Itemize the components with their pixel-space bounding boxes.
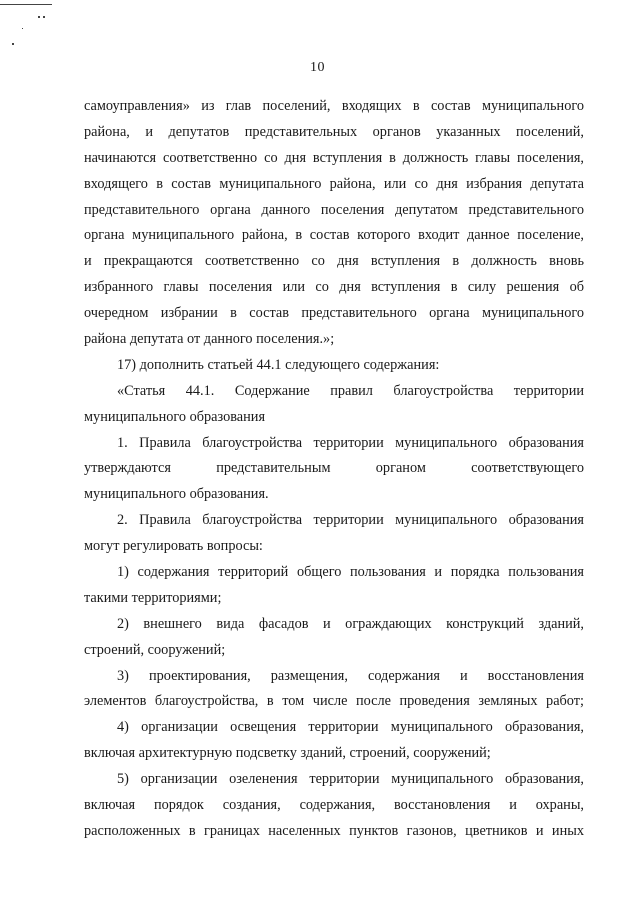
text-line: муниципального образования. [84, 486, 269, 503]
text-line: самоуправления» из глав поселений, входящих в состав муниципального [84, 98, 584, 114]
page-number: 10 [310, 60, 325, 75]
text-line: входящего в состав муниципального района, или со дня избрания депутата [84, 175, 584, 192]
text-line: «Статья 44.1. Содержание правил благоустройства территории [117, 382, 584, 399]
text-line: 17) дополнить статьей 44.1 следующего содержания: [117, 356, 440, 373]
scan-mark-dot [43, 16, 45, 18]
text-line: 2) внешнего вида фасадов и ограждающих конструкций зданий, [117, 615, 584, 632]
text-line: 2. Правила благоустройства территории муниципального образования [117, 512, 584, 529]
text-line: 1. Правила благоустройства территории муниципального образования [117, 434, 584, 451]
text-line: 1) содержания территорий общего пользования и порядка пользования [117, 564, 584, 581]
text-line: включая порядок создания, содержания, восстановления и охраны, [84, 797, 584, 814]
text-line: расположенных в границах населенных пунктов газонов, цветников и иных [84, 822, 584, 839]
text-line: избранного главы поселения или со дня вступления в силу решения об [84, 279, 584, 296]
text-line: 3) проектирования, размещения, содержания и восстановления [117, 667, 584, 684]
text-line: начинаются соответственно со дня вступления в должность главы поселения, [84, 149, 584, 166]
scan-mark-dot [12, 43, 14, 45]
text-line: очередном избрании в состав представительного органа муниципального [84, 305, 584, 322]
text-line: элементов благоустройства, в том числе после проведения земляных работ; [84, 693, 584, 710]
text-line: строений, сооружений; [84, 641, 226, 658]
text-line: утверждаются представительным органом соответствующего [84, 460, 584, 477]
scan-mark-dot [22, 28, 23, 29]
text-line: и прекращаются соответственно со дня вступления в должность вновь [84, 253, 584, 270]
text-line: 4) организации освещения территории муниципального образования, [117, 719, 584, 736]
text-line: 5) организации озеленения территории муниципального образования, [117, 771, 584, 788]
scan-mark-dot [38, 16, 40, 18]
text-line: органа муниципального района, в состав которого входит данное поселение, [84, 227, 584, 244]
text-line: муниципального образования [84, 408, 266, 425]
text-line: включая архитектурную подсветку зданий, строений, сооружений; [84, 745, 491, 762]
text-line: представительного органа данного поселения депутатом представительного [84, 201, 584, 218]
text-line: могут регулировать вопросы: [84, 538, 263, 555]
text-line: района депутата от данного поселения.»; [84, 331, 335, 348]
document-body [84, 94, 584, 845]
text-line: такими территориями; [84, 589, 222, 606]
text-line: района, и депутатов представительных органов указанных поселений, [84, 123, 584, 140]
scan-mark-top-left [0, 4, 52, 5]
